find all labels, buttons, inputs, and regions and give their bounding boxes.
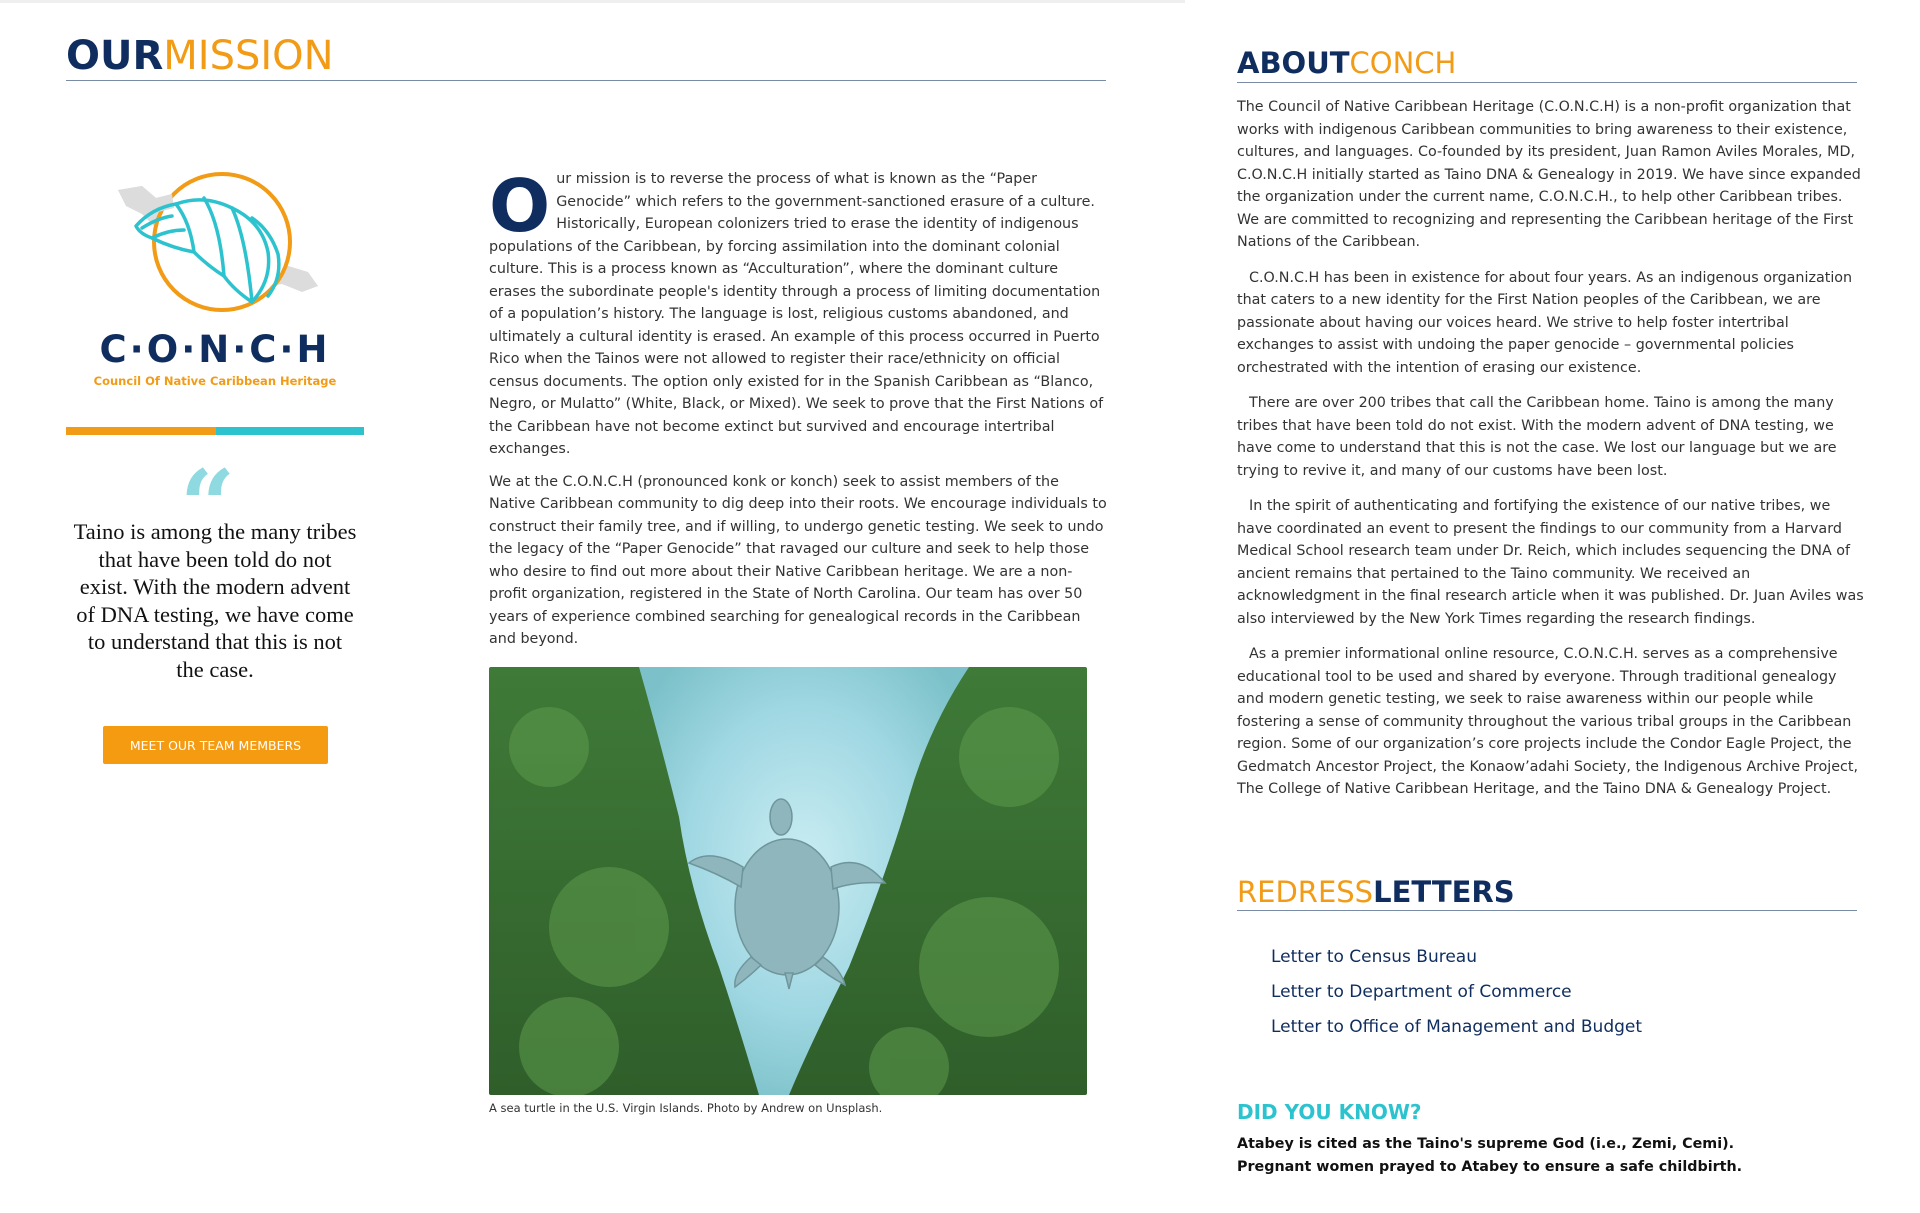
top-divider: [0, 0, 1185, 3]
about-heading-rule: [1237, 82, 1857, 83]
letter-department-of-commerce-link[interactable]: Letter to Department of Commerce: [1271, 982, 1572, 1002]
letter-census-bureau-link[interactable]: Letter to Census Bureau: [1271, 947, 1477, 967]
about-heading: ABOUTCONCH: [1237, 46, 1457, 80]
did-you-know-title: DID YOU KNOW?: [1237, 1100, 1422, 1124]
pull-quote: Taino is among the many tribes that have been told do not exist. With the modern advent of DNA testing, we have come to understand that this is not the case.: [73, 519, 357, 682]
did-you-know-line-1: Atabey is cited as the Taino's supreme God (i.e., Zemi, Cemi).: [1237, 1136, 1735, 1152]
about-paragraph: As a premier informational online resource, C.O.N.C.H. serves as a comprehensive educational tool to be used and shared by everyone. Through traditional genealogy and modern genetic testing, we seek to raise awareness within our people while fostering a sense of community throughout the various tribal groups in the Caribbean region. Some of our organization’s core projects include the Condor Eagle Project, the Gedmatch Ancestor Project, the Konaow’adahi Society, the Indigenous Archive Project, The College of Native Caribbean Heritage, and the Taino DNA & Genealogy Project.: [1237, 646, 1859, 797]
redress-heading-rule: [1237, 910, 1857, 911]
about-paragraph: In the spirit of authenticating and fortifying the existence of our native tribes, we have coordinated an event to present the findings to our community from a Harvard Medical School research team under Dr. Reich, which includes sequencing the DNA of ancient remains that pertained to the Taino community. We received an acknowledgment in the final research article when it was published. Dr. Juan Aviles was also interviewed by the New York Times regarding the research findings.: [1237, 498, 1864, 627]
accent-bar-orange: [66, 427, 216, 435]
photo-caption: A sea turtle in the U.S. Virgin Islands. Photo by Andrew on Unsplash.: [489, 1101, 883, 1115]
mission-paragraph-2: We at the C.O.N.C.H (pronounced konk or konch) seek to assist members of the Native Caribbean community to dig deep into their roots. We encourage individuals to construct their family tree, and if willing, to undergo genetic testing. We seek to undo the legacy of the “Paper Genocide” that ravaged our culture and seek to help those who desire to find out more about their Native Caribbean heritage. We are a non-profit organization, registered in the State of North Carolina. Our team has over 50 years of experience combined searching for genealogical records in the Caribbean and beyond.: [489, 473, 1107, 647]
sea-turtle-photo: [489, 667, 1087, 1095]
about-paragraph: There are over 200 tribes that call the Caribbean home. Taino is among the many tribes that have been told do not exist. With the modern advent of DNA testing, we have come to understand that this is not the case. We lost our language but we are trying to revive it, and many of our customs have been lost.: [1237, 395, 1837, 479]
did-you-know-line-2: Pregnant women prayed to Atabey to ensure a safe childbirth.: [1237, 1158, 1743, 1175]
mission-heading-rule: [66, 80, 1106, 81]
logo-subtitle: Council Of Native Caribbean Heritage: [93, 374, 337, 388]
letter-omb-link[interactable]: Letter to Office of Management and Budget: [1271, 1017, 1643, 1037]
about-paragraph: C.O.N.C.H has been in existence for about four years. As an indigenous organization that caters to a new identity for the First Nation peoples of the Caribbean, we are passionate about having our voices heard. We strive to help foster intertribal exchanges to assist with undoing the paper genocide – governmental policies orchestrated with the intention of erasing our existence.: [1237, 269, 1853, 376]
redress-heading: REDRESSLETTERS: [1237, 875, 1515, 909]
logo-title: C·O·N·C·H: [99, 328, 331, 371]
redress-letters-list: [1271, 940, 1642, 1045]
about-text: [1237, 96, 1865, 814]
drop-cap: O: [489, 164, 551, 248]
about-paragraph: The Council of Native Caribbean Heritage (C.O.N.C.H) is a non-profit organization that works with indigenous Caribbean communities to bring awareness to their existence, cultures, and languages. Co-founded by its president, Juan Ramon Aviles Morales, MD, C.O.N.C.H initially started as Taino DNA & Genealogy in 2019. We have since expanded the organization under the current name, C.O.N.C.H., to help other Caribbean tribes. We are committed to recognizing and representing the Caribbean heritage of the First Nations of the Caribbean.: [1237, 99, 1861, 250]
meet-our-team-button[interactable]: MEET OUR TEAM MEMBERS: [103, 726, 328, 764]
accent-bar-cyan: [216, 427, 364, 435]
did-you-know-text: [1237, 1133, 1857, 1178]
mission-article: [489, 164, 1109, 661]
conch-shell-icon: [112, 168, 324, 318]
mission-paragraph-1: Our mission is to reverse the process of what is known as the “Paper Genocide” which refers to the government-sanctioned erasure of a culture. Historically, European colonizers tried to erase the identity of indigenous populations of the Caribbean, by forcing assimilation into the dominant colonial culture. This is a process known as “Acculturation”, where the dominant culture erases the subordinate people's identity through a process of limiting documentation of a population’s history. The language is lost, religious customs abandoned, and ultimately a cultural identity is erased. An example of this process occurred in Puerto Rico when the Tainos were not allowed to register their race/ethnicity on official census documents. The option only existed for in the Spanish Caribbean as “Blanco, Negro, or Mulatto” (White, Black, or Mixed). We seek to prove that the First Nations of the Caribbean have not become extinct but survived and encourage intertribal exchanges.: [489, 164, 1104, 457]
mission-heading: OURMISSION: [66, 33, 334, 79]
quote-mark-icon: “: [180, 449, 236, 562]
